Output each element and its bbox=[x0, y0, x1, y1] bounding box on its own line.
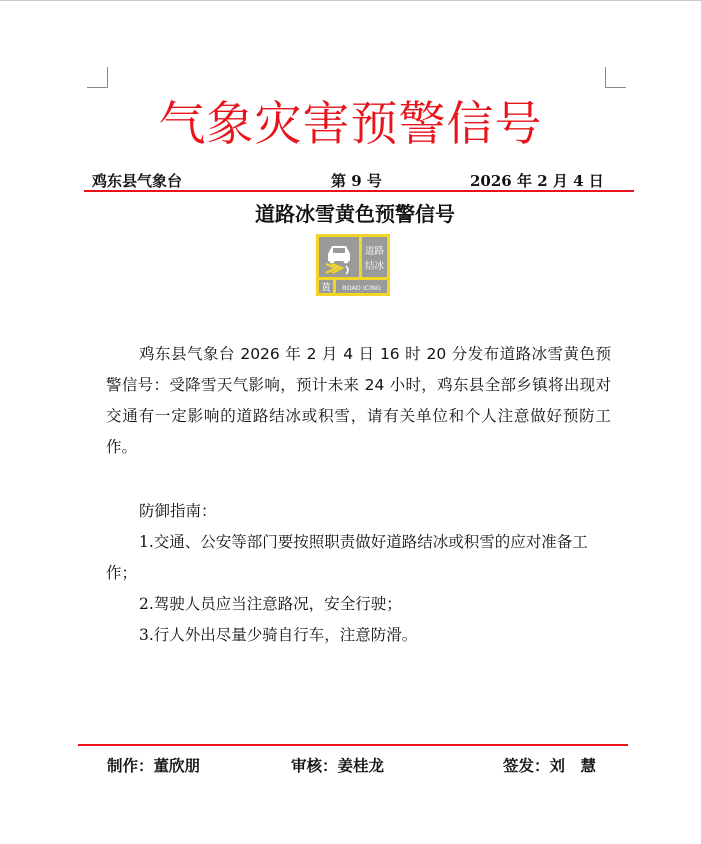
signal-title: 道路冰雪黄色预警信号 bbox=[255, 202, 455, 226]
margin-corner-mark-right bbox=[605, 67, 626, 88]
road-icing-yellow-warning-icon bbox=[316, 234, 390, 296]
signer-credit: 签发：刘 慧 bbox=[503, 756, 597, 775]
defense-guidance bbox=[106, 496, 611, 651]
icon-label-cn-line1: 道路 bbox=[364, 246, 385, 257]
issuer-name: 鸡东县气象台 bbox=[92, 172, 183, 190]
icon-label-cn-line2: 结冰 bbox=[364, 261, 385, 272]
guidance-heading: 防御指南： bbox=[139, 502, 217, 520]
issue-meta-row bbox=[92, 171, 604, 191]
signature-row bbox=[107, 754, 607, 778]
guidance-item: 2.驾驶人员应当注意路况，安全行驶； bbox=[139, 595, 402, 613]
maker-credit: 制作：董欣朋 bbox=[107, 756, 201, 775]
header-divider bbox=[84, 190, 634, 192]
reviewer-credit: 审核：姜桂龙 bbox=[291, 756, 385, 775]
guidance-item: 3.行人外出尽量少骑自行车，注意防滑。 bbox=[139, 626, 418, 644]
icon-label-en: ROAD ICING bbox=[342, 283, 381, 292]
margin-corner-mark-left bbox=[87, 67, 108, 88]
issue-number: 第 9 号 bbox=[331, 172, 382, 190]
issue-date: 2026 年 2 月 4 日 bbox=[470, 172, 604, 190]
guidance-item: 1.交通、公安等部门要按照职责做好道路结冰或积雪的应对准备工作； bbox=[106, 533, 588, 582]
icon-level-char: 黄 bbox=[321, 282, 331, 294]
document-header-title: 气象灾害预警信号 bbox=[158, 97, 543, 152]
warning-body-paragraph: 鸡东县气象台 2026 年 2 月 4 日 16 时 20 分发布道路冰雪黄色预警信号：受降雪天气影响，预计未来 24 小时，鸡东县全部乡镇将出现对交通有一定影响的道路结冰或积雪，请有关单位和个人注意做好预防工作。 bbox=[106, 345, 611, 456]
footer-divider bbox=[78, 744, 628, 746]
page-top-border bbox=[0, 0, 701, 1]
